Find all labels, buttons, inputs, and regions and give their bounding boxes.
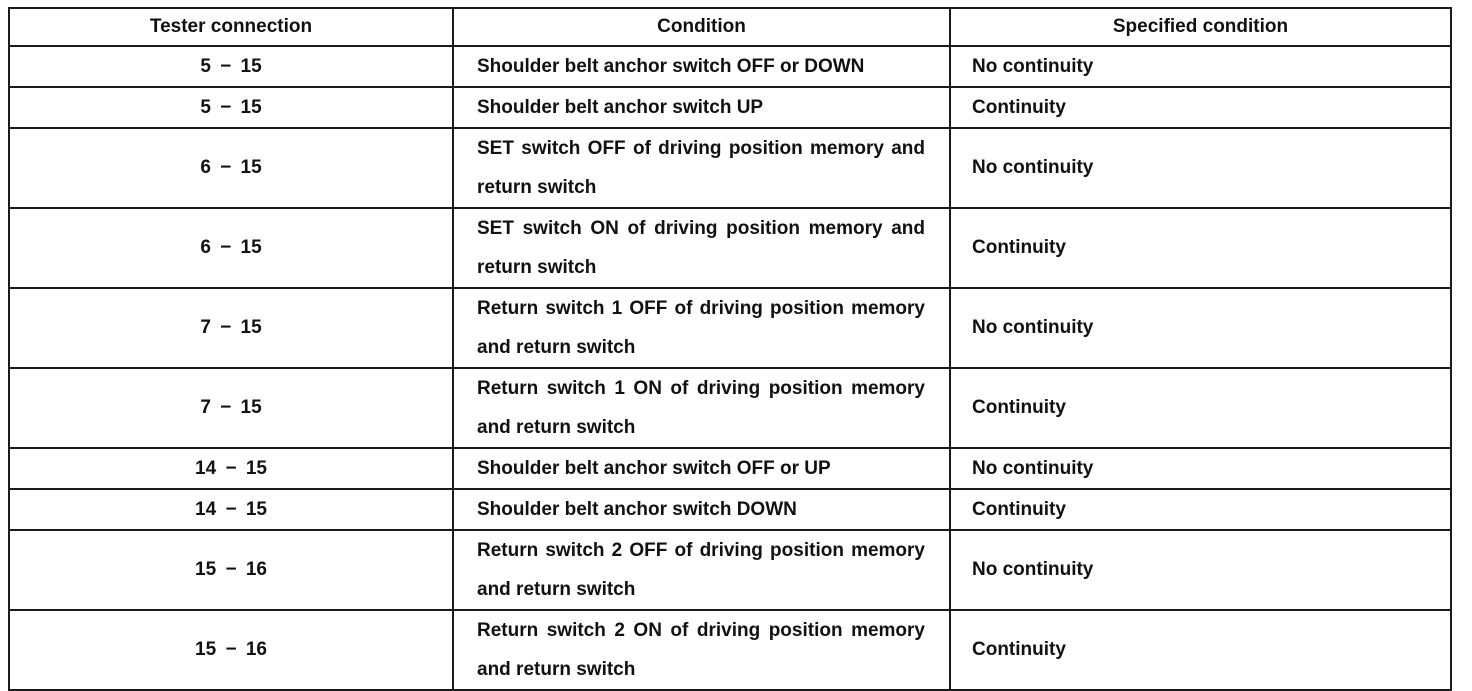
tester-connection-cell: 7 − 15	[9, 288, 453, 368]
condition-cell: SET switch OFF of driving position memory and return switch	[453, 128, 950, 208]
condition-cell: SET switch ON of driving position memory and return switch	[453, 208, 950, 288]
table-row	[9, 288, 1451, 368]
condition-cell: Shoulder belt anchor switch OFF or UP	[453, 448, 950, 489]
table-row	[9, 489, 1451, 530]
header-condition: Condition	[453, 8, 950, 46]
tester-connection-cell: 14 − 15	[9, 448, 453, 489]
condition-cell: Return switch 1 OFF of driving position memory and return switch	[453, 288, 950, 368]
specified-condition-cell: Continuity	[950, 368, 1451, 448]
specified-condition-cell: No continuity	[950, 46, 1451, 87]
table-row	[9, 128, 1451, 208]
table-row	[9, 368, 1451, 448]
continuity-spec-table	[8, 7, 1452, 691]
specified-condition-cell: No continuity	[950, 448, 1451, 489]
condition-cell: Shoulder belt anchor switch OFF or DOWN	[453, 46, 950, 87]
tester-connection-cell: 6 − 15	[9, 208, 453, 288]
header-specified-condition: Specified condition	[950, 8, 1451, 46]
tester-connection-cell: 5 − 15	[9, 46, 453, 87]
table-row	[9, 208, 1451, 288]
table-row	[9, 46, 1451, 87]
table-row	[9, 448, 1451, 489]
tester-connection-cell: 15 − 16	[9, 610, 453, 690]
specified-condition-cell: No continuity	[950, 288, 1451, 368]
tester-connection-cell: 5 − 15	[9, 87, 453, 128]
condition-cell: Return switch 1 ON of driving position memory and return switch	[453, 368, 950, 448]
specified-condition-cell: No continuity	[950, 128, 1451, 208]
tester-connection-cell: 14 − 15	[9, 489, 453, 530]
condition-cell: Return switch 2 OFF of driving position memory and return switch	[453, 530, 950, 610]
table-row	[9, 610, 1451, 690]
tester-connection-cell: 7 − 15	[9, 368, 453, 448]
condition-cell: Shoulder belt anchor switch DOWN	[453, 489, 950, 530]
specified-condition-cell: Continuity	[950, 208, 1451, 288]
condition-cell: Return switch 2 ON of driving position memory and return switch	[453, 610, 950, 690]
tester-connection-cell: 15 − 16	[9, 530, 453, 610]
table-row	[9, 530, 1451, 610]
header-tester-connection: Tester connection	[9, 8, 453, 46]
header-row	[9, 8, 1451, 46]
specified-condition-cell: Continuity	[950, 87, 1451, 128]
tester-connection-cell: 6 − 15	[9, 128, 453, 208]
specified-condition-cell: No continuity	[950, 530, 1451, 610]
condition-cell: Shoulder belt anchor switch UP	[453, 87, 950, 128]
specified-condition-cell: Continuity	[950, 610, 1451, 690]
table-row	[9, 87, 1451, 128]
specified-condition-cell: Continuity	[950, 489, 1451, 530]
